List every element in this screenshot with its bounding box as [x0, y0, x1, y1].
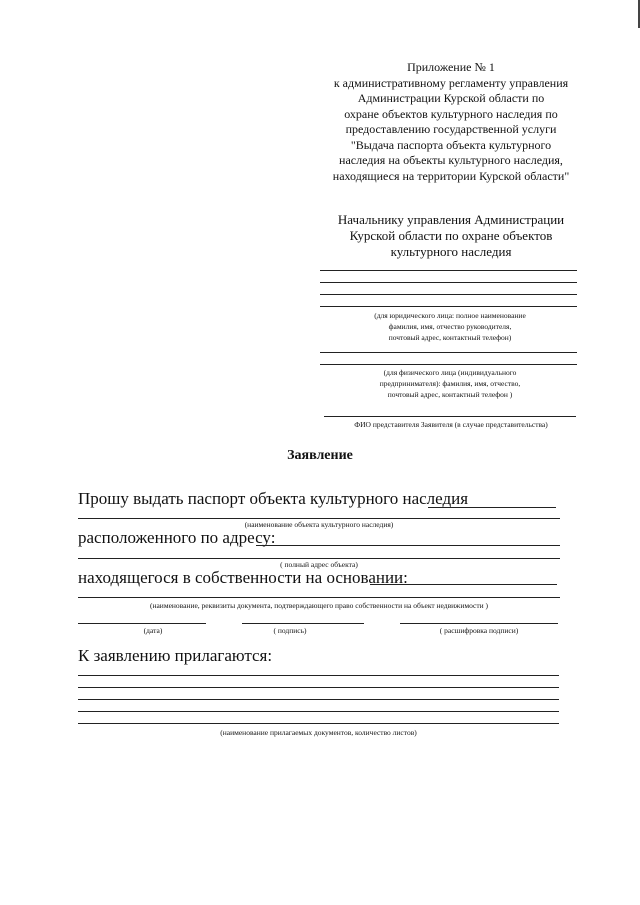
appendix-line: к административному регламенту управления [333, 75, 569, 90]
object-name-note: (наименование объекта культурного наследия) [244, 520, 394, 529]
ownership-label: находящегося в собственности на основании: [78, 568, 408, 587]
appendix-line: Администрации Курской области по [357, 91, 545, 105]
addressee-line: Начальнику управления Администрации [337, 212, 565, 227]
signature-decode-field[interactable] [400, 623, 558, 624]
legal-entity-line[interactable] [320, 270, 577, 271]
date-field[interactable] [78, 623, 206, 624]
object-name-field[interactable] [428, 507, 556, 508]
signature-field[interactable] [242, 623, 364, 624]
appendix-line: предоставлению государственной услуги [345, 122, 557, 136]
note-line: почтовый адрес, контактный телефон) [388, 333, 512, 342]
attachment-line[interactable] [78, 699, 559, 700]
note-line: (для юридического лица: полное наименование [374, 311, 526, 320]
attachments-label: К заявлению прилагаются: [78, 646, 273, 665]
individual-line[interactable] [320, 364, 577, 365]
attachment-line[interactable] [78, 711, 559, 712]
request-text: Прошу выдать паспорт объекта культурного наследия [78, 489, 469, 508]
legal-entity-line[interactable] [320, 294, 577, 295]
address-field[interactable] [256, 545, 560, 546]
ownership-field[interactable] [370, 584, 557, 585]
legal-entity-line[interactable] [320, 306, 577, 307]
representative-line[interactable] [324, 416, 576, 417]
address-label: расположенного по адресу: [78, 528, 276, 547]
appendix-line: охране объектов культурного наследия по [344, 106, 558, 121]
addressee-line: культурного наследия [390, 244, 512, 259]
appendix-line: находящиеся на территории Курской области" [332, 168, 570, 183]
ownership-field-continued[interactable] [78, 597, 560, 598]
appendix-header [320, 60, 582, 184]
addressee-block [318, 212, 584, 260]
addressee-line: Курской области по охране объектов [349, 228, 553, 243]
full-address-note: ( полный адрес объекта) [280, 560, 358, 569]
note-line: почтовый адрес, контактный телефон ) [387, 390, 513, 399]
attachments-note: (наименование прилагаемых документов, количество листов) [220, 728, 417, 737]
note-line: фамилия, имя, отчество руководителя, [388, 322, 512, 331]
appendix-line: наследия на объекты культурного наследия, [339, 153, 563, 167]
document-title: Заявление [287, 448, 353, 463]
note-line: (для физического лица (индивидуального [383, 368, 517, 377]
ownership-note: (наименование, реквизиты документа, подтверждающего право собственности на объект недвижимости ) [149, 601, 489, 610]
signature-note: ( подпись) [273, 626, 307, 635]
attachment-line[interactable] [78, 723, 559, 724]
attachment-line[interactable] [78, 675, 559, 676]
date-note: (дата) [143, 626, 163, 635]
attachment-line[interactable] [78, 687, 559, 688]
appendix-line: Приложение № 1 [407, 60, 495, 74]
individual-line[interactable] [320, 352, 577, 353]
appendix-line: "Выдача паспорта объекта культурного [350, 137, 552, 152]
individual-note [330, 367, 570, 400]
legal-entity-note [330, 310, 570, 343]
representative-note: ФИО представителя Заявителя (в случае представительства) [354, 420, 548, 429]
legal-entity-line[interactable] [320, 282, 577, 283]
note-line: предпринимателя): фамилия, имя, отчество, [379, 379, 521, 388]
signature-decode-note: ( расшифровка подписи) [439, 626, 519, 635]
